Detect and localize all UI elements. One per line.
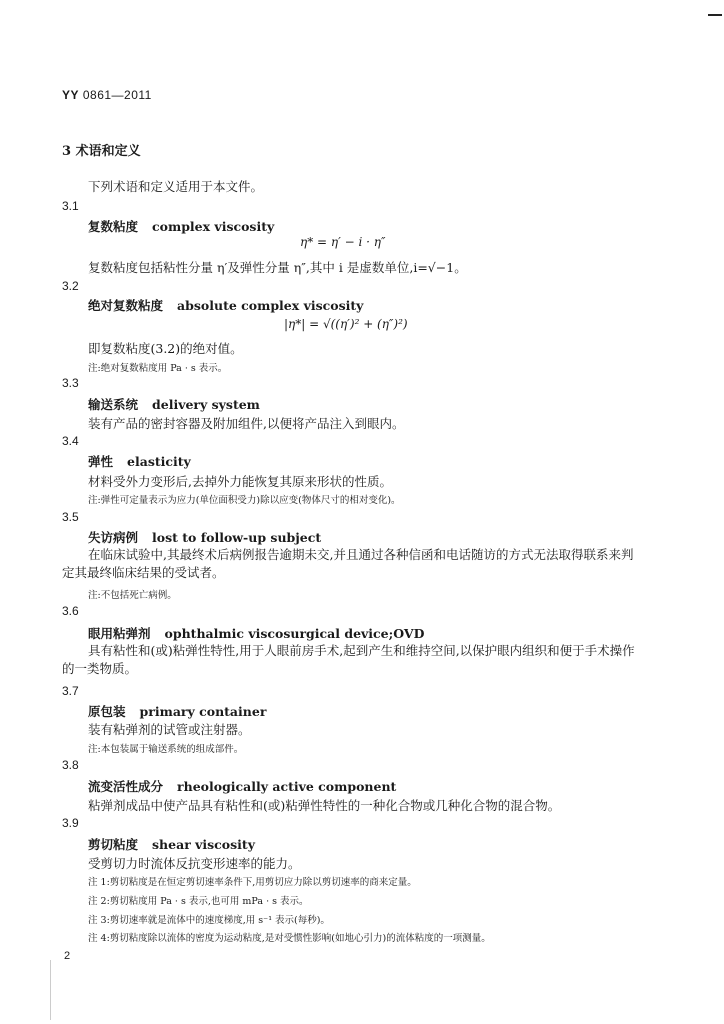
term-body: 受剪切力时流体反抗变形速率的能力。 [88, 856, 301, 871]
term-cn: 流变活性成分 [88, 779, 164, 794]
term-cn: 剪切粘度 [88, 837, 139, 852]
term-body: 粘弹剂成品中使产品具有粘性和(或)粘弹性特性的一种化合物或几种化合物的混合物。 [88, 798, 561, 813]
term-cn: 绝对复数粘度 [88, 298, 164, 313]
term-number: 3.6 [62, 604, 79, 618]
intro-text: 下列术语和定义适用于本文件。 [88, 179, 264, 194]
corner-mark [708, 14, 722, 16]
term-heading [88, 395, 260, 413]
term-heading [88, 452, 191, 470]
term-body: 即复数粘度(3.2)的绝对值。 [88, 341, 243, 356]
term-body: 具有粘性和(或)粘弹性特性,用于人眼前房手术,起到产生和维持空间,以保护眼内组织和便于手术操作的一类物质。 [62, 643, 635, 676]
term-cn: 输送系统 [88, 397, 139, 412]
margin-line [50, 960, 51, 1020]
term-en: ophthalmic viscosurgical device;OVD [164, 626, 425, 641]
standard-code-number: 0861—2011 [79, 88, 152, 102]
term-number: 3.9 [62, 816, 79, 830]
term-body: 装有粘弹剂的试管或注射器。 [88, 722, 251, 737]
term-en: elasticity [127, 454, 191, 469]
term-body: 复数粘度包括粘性分量 η′及弹性分量 η″,其中 i 是虚数单位,i=√−1。 [88, 260, 467, 275]
standard-code [62, 88, 152, 102]
term-heading [88, 528, 321, 546]
term-body: 装有产品的密封容器及附加组件,以便将产品注入到眼内。 [88, 416, 405, 431]
term-note: 注:不包括死亡病例。 [88, 590, 177, 601]
term-heading [88, 777, 396, 795]
term-heading [88, 217, 274, 235]
term-heading [88, 296, 363, 314]
term-note: 注 2:剪切粘度用 Pa · s 表示,也可用 mPa · s 表示。 [88, 896, 309, 907]
term-cn: 原包装 [88, 704, 126, 719]
formula: η* = η′ − i · η″ [300, 235, 386, 249]
term-cn: 弹性 [88, 454, 114, 469]
term-body: 材料受外力变形后,去掉外力能恢复其原来形状的性质。 [88, 474, 392, 489]
term-en: rheologically active component [177, 779, 397, 794]
term-number: 3.3 [62, 376, 79, 390]
term-number: 3.7 [62, 684, 79, 698]
term-note: 注 4:剪切粘度除以流体的密度为运动粘度,是对受惯性影响(如地心引力)的流体粘度的一项测量。 [88, 933, 491, 944]
term-heading [88, 835, 255, 853]
term-en: shear viscosity [152, 837, 255, 852]
term-cn: 失访病例 [88, 530, 139, 545]
term-body: 在临床试验中,其最终术后病例报告逾期未交,并且通过各种信函和电话随访的方式无法取得联系来判定其最终临床结果的受试者。 [62, 547, 634, 580]
term-cn: 眼用粘弹剂 [88, 626, 151, 641]
term-note: 注 1:剪切粘度是在恒定剪切速率条件下,用剪切应力除以剪切速率的商来定量。 [88, 877, 417, 888]
term-number: 3.2 [62, 279, 79, 293]
term-en: primary container [139, 704, 267, 719]
term-note: 注 3:剪切速率就是流体中的速度梯度,用 s⁻¹ 表示(每秒)。 [88, 915, 330, 926]
term-number: 3.5 [62, 510, 79, 524]
term-note: 注:绝对复数粘度用 Pa · s 表示。 [88, 363, 228, 374]
term-note: 注:本包装属于输送系统的组成部件。 [88, 744, 244, 755]
section-title: 3 术语和定义 [62, 144, 141, 159]
term-cn: 复数粘度 [88, 219, 139, 234]
term-heading [88, 624, 424, 642]
term-en: lost to follow-up subject [152, 530, 322, 545]
term-en: absolute complex viscosity [177, 298, 364, 313]
page-number: 2 [64, 950, 71, 962]
term-number: 3.4 [62, 434, 79, 448]
term-heading [88, 702, 266, 720]
term-note: 注:弹性可定量表示为应力(单位面积受力)除以应变(物体尺寸的相对变化)。 [88, 495, 401, 506]
formula: |η*| = √((η′)² + (η″)²) [284, 317, 408, 331]
standard-code-prefix: YY [62, 88, 80, 102]
term-number: 3.8 [62, 758, 79, 772]
term-en: complex viscosity [152, 219, 275, 234]
term-en: delivery system [152, 397, 260, 412]
term-number: 3.1 [62, 199, 79, 213]
